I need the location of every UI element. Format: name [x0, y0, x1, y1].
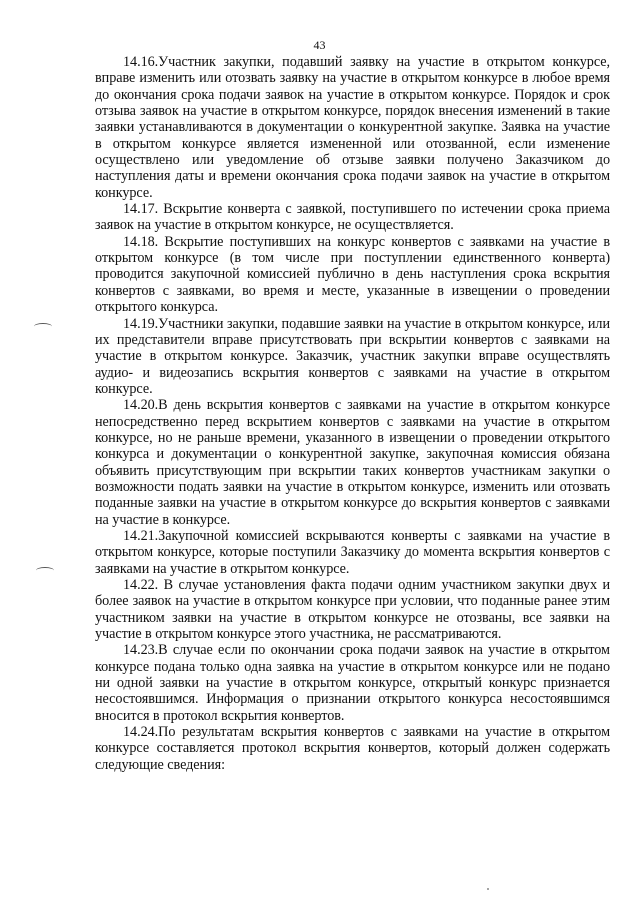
paragraph-14-23: 14.23.В случае если по окончании срока подачи заявок на участие в открытом конкурсе подана только одна заявка на участие в открытом конкурсе или не подано ни одной заявки на участие в открытом конкурсе, открытый конкурс признается несостоявшимся. Информация о признании открытого конкурса несостоявшимся вносится в протокол вскрытия конвертов.	[95, 642, 610, 724]
paragraph-14-22: 14.22. В случае установления факта подачи одним участником закупки двух и более заявок на участие в открытом конкурсе при условии, что поданные ранее этим участником заявки на участие в открытом конкурсе не отозваны, все заявки на участие в открытом конкурсе этого участника, не рассматриваются.	[95, 577, 610, 643]
document-body	[95, 54, 610, 773]
margin-mark	[36, 567, 54, 574]
page-number: 43	[313, 38, 326, 52]
paragraph-14-24: 14.24.По результатам вскрытия конвертов с заявками на участие в открытом конкурсе составляется протокол вскрытия конвертов, который должен содержать следующие сведения:	[95, 724, 610, 773]
paragraph-14-19: 14.19.Участники закупки, подавшие заявки на участие в открытом конкурсе, или их представители вправе присутствовать при вскрытии конвертов с заявками на участие в открытом конкурсе. Заказчик, участник закупки вправе осуществлять аудио- и видеозапись вскрытия конвертов с заявками на участие в открытом конкурсе.	[95, 315, 610, 397]
margin-mark	[34, 323, 52, 330]
paragraph-14-21: 14.21.Закупочной комиссией вскрываются конверты с заявками на участие в открытом конкурсе, которые поступили Заказчику до момента вскрытия конвертов с заявками на участие в открытом конкурсе.	[95, 527, 610, 577]
scan-speck	[487, 888, 489, 890]
paragraph-14-20: 14.20.В день вскрытия конвертов с заявками на участие в открытом конкурсе непосредственно перед вскрытием конвертов с заявками на участие в открытом конкурсе, но не раньше времени, указанного в извещении о проведении открытого конкурса и документации о конкурентной закупке, закупочная комиссия обязана объявить присутствующим при вскрытии таких конвертов участникам закупки о возможности подать заявки на участие в открытом конкурсе, изменить или отозвать поданные заявки на участие в открытом конкурсе до вскрытия конвертов с заявками на участие в конкурсе.	[95, 397, 610, 528]
paragraph-14-17: 14.17. Вскрытие конверта с заявкой, поступившего по истечении срока приема заявок на участие в открытом конкурсе, не осуществляется.	[95, 201, 610, 234]
paragraph-14-18: 14.18. Вскрытие поступивших на конкурс конвертов с заявками на участие в открытом конкурсе (в том числе при поступлении единственного конверта) проводится закупочной комиссией публично в день наступления срока вскрытия конвертов с заявками, во время и месте, указанные в извещении о проведении открытого конкурса.	[95, 233, 610, 316]
paragraph-14-16: 14.16.Участник закупки, подавший заявку на участие в открытом конкурсе, вправе изменить или отозвать заявку на участие в открытом конкурсе в любое время до окончания срока подачи заявок на участие в открытом конкурсе. Порядок и срок отзыва заявок на участие в открытом конкурсе, порядок внесения изменений в такие заявки устанавливаются в документации о конкурентной закупке. Заявка на участие в открытом конкурсе является измененной или отозванной, если изменение осуществлено или уведомление об отзыве заявки получено Заказчиком до наступления даты и времени окончания срока подачи заявок на участие в открытом конкурсе.	[95, 54, 610, 201]
